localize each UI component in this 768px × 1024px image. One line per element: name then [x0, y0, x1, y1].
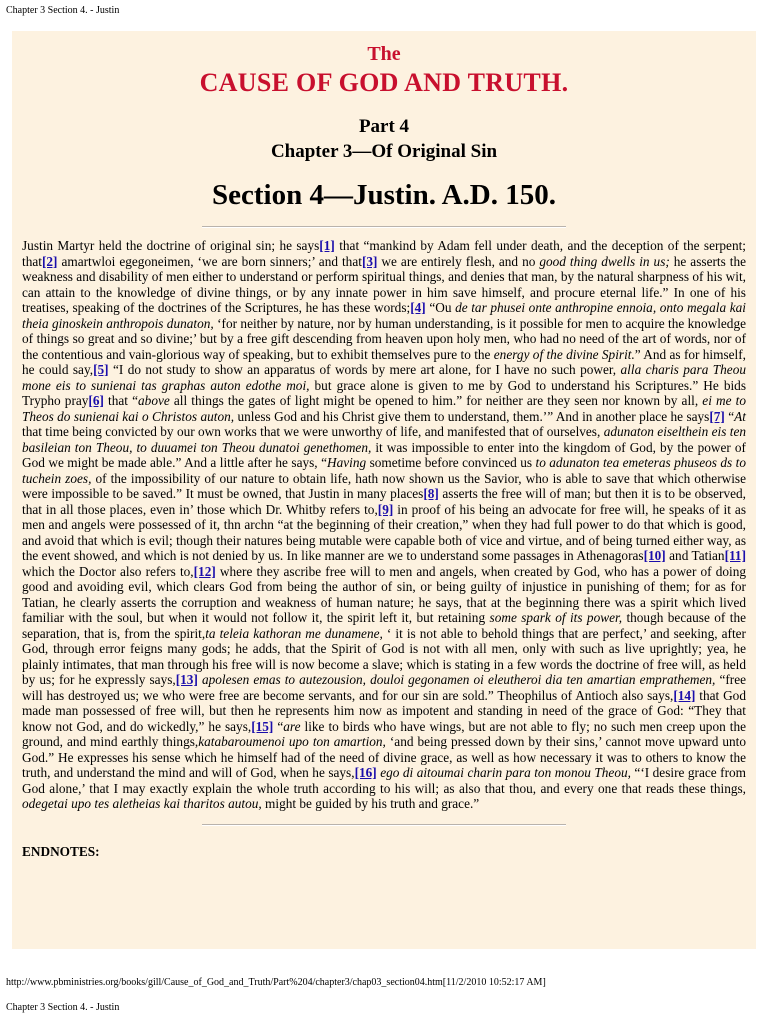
body-text-run: he asserts the weakness and disability of men either to understand or perform spiritual things, and denies that man, by the natural sharpness of his wit, can attain to the knowledge of divine things, or by any innate power in him save himself, and procure eternal life.” In one of his treatises, speaking of the doctrines of the Scriptures, he has these words;: [22, 253, 746, 315]
footnote-link[interactable]: [4]: [410, 300, 426, 315]
italic-text: are: [283, 718, 301, 734]
book-title-prefix: The: [367, 43, 401, 65]
body-text-run: “‘I desire grace from God alone,’ that I may exactly explain the whole truth according to his will; as also that thou, and every one that reads these things,: [22, 765, 746, 796]
italic-text: energy of the divine Spirit.: [493, 346, 635, 362]
body-paragraph: [22, 238, 746, 812]
body-text-run: sometime before convinced us: [366, 455, 536, 470]
italic-text: odegetai upo tes aletheias kai tharitos autou,: [22, 796, 262, 811]
italic-text: katabaroumenoi upo ton amartion,: [198, 734, 386, 749]
body-text-run: “: [273, 718, 284, 734]
document-page: [12, 31, 756, 949]
italic-text: ei me to Theos do sunienai kai o Christos auton,: [22, 393, 746, 424]
body-text-run: ‘and being pressed down by their sins,’ cannot move upward unto God.” He expresses his sense which he himself had of the need of divine grace, as well as how necessary it was to others to know the truth, and understand the mind and will of God, when he says,: [22, 734, 746, 780]
italic-text: ta teleia kathoran me dunamene,: [205, 625, 383, 641]
footnote-link[interactable]: [10]: [643, 548, 666, 563]
italic-text: good thing dwells in us;: [539, 253, 670, 269]
footnote-link[interactable]: [9]: [377, 501, 394, 517]
italic-text: At: [734, 408, 746, 424]
body-text-run: ‘for neither by nature, nor by human understanding, is it possible for men to acquire the knowledge of things so great and so divine;’ but by a free gift descending from heaven upon holy men, who had no need of the art of words, nor of the contentious and vain-glorious way of speaking, but to exhibit themselves pure to the: [22, 315, 746, 362]
part-heading: Part 4: [358, 116, 410, 137]
body-text-run: ‘ it is not able to behold things that are perfect,’ and seeking, after God, through error feigns many gods; he adds, that the Spirit of God is not with all men, only with such as live uprightly; yea, he plainly intimates, that man through his free will is now become a slave; which is stating in a few words the doctrine of free will, as held by us; for he expressly says,: [22, 625, 746, 687]
body-text-run: it was impossible to enter into the kingdom of God, by the power of God we might be made able.” And a little after he says, “: [22, 439, 746, 470]
footnote-link[interactable]: [5]: [93, 362, 109, 377]
italic-text: alla charis para Theou mone eis to sunienai tas graphas auton edothe moi,: [22, 362, 747, 393]
body-text-run: unless God and his Christ give them to understand, them.’” And in another place he says: [234, 408, 710, 424]
body-text-run: that time being convicted by our own works that we were unworthy of life, and manifested that of ourselves,: [22, 424, 604, 439]
footnote-link[interactable]: [7]: [709, 408, 725, 424]
footnote-link[interactable]: [6]: [88, 393, 104, 408]
italic-text: de tar phusei onte anthropine ennoia, onto megala kai theia ginoskein anthropois dunaton,: [22, 300, 746, 331]
body-text-run: “Ou: [425, 300, 456, 315]
body-text-run: and Tatian: [665, 548, 725, 563]
print-header: Chapter 3 Section 4. - Justin: [6, 5, 120, 16]
endnotes-heading: ENDNOTES:: [22, 843, 100, 859]
divider: [202, 824, 566, 826]
footnote-link[interactable]: [13]: [175, 672, 198, 687]
body-text-run: amartwloi egegoneimen, ‘we are born sinners;’ and that: [57, 253, 362, 269]
footnote-link[interactable]: [14]: [673, 687, 696, 703]
footnote-link[interactable]: [2]: [41, 253, 58, 269]
footnote-link[interactable]: [3]: [361, 253, 378, 269]
italic-text: some spark of its power,: [489, 610, 623, 625]
footnote-link[interactable]: [12]: [193, 563, 216, 579]
italic-text: apolesen emas to autezousion, douloi gegonamen oi eleutheroi dia ten amartian emprathemen,: [201, 672, 716, 687]
body-text-run: that “: [103, 393, 139, 408]
body-text-run: we are entirely flesh, and no: [377, 253, 540, 269]
book-title: CAUSE OF GOD AND TRUTH.: [199, 68, 569, 97]
chapter-heading: Chapter 3—Of Original Sin: [270, 141, 498, 162]
body-text-run: but grace alone is given to me by God to understand his Scriptures.” He bids Trypho pray: [22, 377, 746, 408]
section-heading: Section 4—Justin. A.D. 150.: [211, 179, 556, 211]
footnote-link[interactable]: [15]: [251, 718, 274, 734]
body-text-run: asserts the free will of man; but then it is to be observed, that in all those places, even in’ those which Dr. Whitby refers to,: [22, 486, 746, 517]
italic-text: adunaton eiselthein eis ten basileian ton Theou, to duuamei ton Theou dunatoi genethomen,: [22, 424, 746, 455]
footnote-link[interactable]: [1]: [319, 238, 335, 253]
divider: [202, 226, 566, 228]
body-text-run: where they ascribe free will to men and angels, when created by God, who has a power of doing good and avoiding evil, which clears God from being the author of sin, or being guilty of injustice in punishing of them; for as for Tatian, he clearly asserts the corruption and weakness of human nature; he says, that at the beginning there was a spirit which lived familiar with the soul, but when it would not follow it, the spirit left it, but retaining: [22, 563, 746, 625]
body-text-run: which the Doctor also refers to,: [22, 563, 194, 579]
body-text-run: like to birds who have wings, but are not able to fly; no such men creep upon the ground, and mind earthly things,: [22, 718, 747, 749]
body-text-run: Justin Martyr held the doctrine of original sin; he says: [22, 238, 320, 253]
body-text-run: of the impossibility of our nature to obtain life, hath now shown us the Savior, who is able to save that which otherwise were impossible to be saved.” It must be owned, that Justin in many places: [22, 470, 747, 501]
italic-text: above: [138, 393, 170, 408]
footnote-link[interactable]: [16]: [354, 765, 377, 780]
body-text-run: that God made man possessed of free will, but then he represents him now as impotent and standing in need of the grace of God: “They that know not God, and do wickedly,” he says,: [22, 687, 746, 734]
body-text-run: all things the gates of light might be opened to him.” for neither are they seen nor known by all,: [169, 393, 703, 408]
italic-text: ego di aitoumai charin para ton monou Theou,: [380, 765, 631, 780]
body-text-run: “: [724, 408, 735, 424]
body-text-run: ” And as for himself, he could say,: [22, 346, 746, 377]
italic-text: to adunaton tea emeteras phuseos ds to tuchein zoes,: [22, 455, 747, 486]
body-text-run: “free will has destroyed us; we who were free are become servants, and for our sin are sold.” Theophilus of Antioch also says,: [22, 672, 747, 703]
footnote-link[interactable]: [8]: [423, 486, 439, 501]
body-text-run: might be guided by his truth and grace.”: [261, 796, 480, 811]
body-text-run: “I do not study to show an apparatus of words by mere art alone, for I have no such power,: [108, 362, 621, 377]
body-text-run: in proof of his being an advocate for free will, he speaks of it as men and angels were possessed of it, thn archn “at the beginning of their creation,” when they had full power to do that which is good, and avoid that which is evil; though their natures being mutable were capable both of vice and virtue, and of being turned either way, as the event showed, and which is not denied by us. In like manner are we to understand some passages in Athenagoras: [22, 501, 747, 563]
print-footer-url: http://www.pbministries.org/books/gill/Cause_of_God_and_Truth/Part%204/chapter3/chap03_section04.htm[11/2/2010 10:52:17 AM]: [6, 977, 546, 988]
body-text-run: though because of the separation, that is, from the spirit,: [22, 610, 747, 641]
print-footer-title: Chapter 3 Section 4. - Justin: [6, 1002, 120, 1013]
footnote-link[interactable]: [11]: [724, 548, 746, 563]
italic-text: Having: [326, 455, 367, 470]
body-text-run: that “mankind by Adam fell under death, and the deception of the serpent; that: [22, 238, 746, 269]
